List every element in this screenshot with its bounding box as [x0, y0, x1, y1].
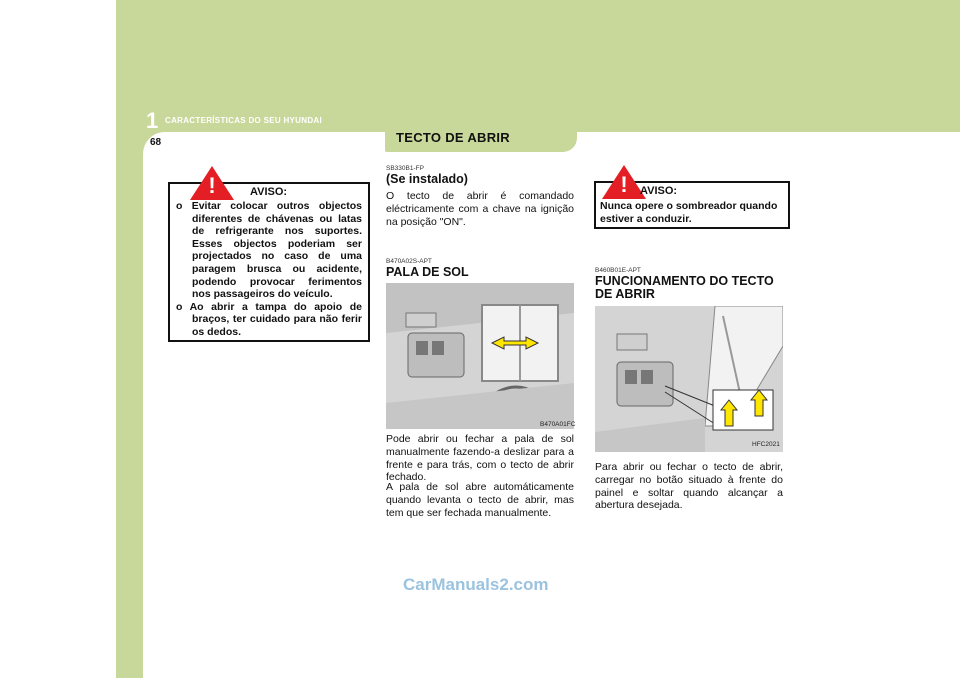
- text-sunshade-2: A pala de sol abre automáticamente quando levanta o tecto de abrir, mas tem que ser fechada manualmente.: [386, 481, 574, 519]
- left-warning-list: [176, 200, 362, 339]
- code-b460: B460B01E-APT: [595, 267, 641, 274]
- code-sb330: SB330B1-FP: [386, 165, 424, 172]
- figure-label-sunshade: B470A01FC: [540, 421, 576, 428]
- right-warning-title: AVISO:: [640, 185, 678, 197]
- list-item: o Evitar colocar outros objectos diferentes de chávenas ou latas de refrigerante nos suportes. Esses objectos poderiam ser projectados no caso de uma paragem brusca ou acidente, podendo provocar ferimentos nos passageiros do veículo.: [176, 200, 362, 301]
- left-warning-title: AVISO:: [250, 186, 288, 198]
- sunshade-image: [386, 283, 574, 429]
- watermark-logo: CarManuals2.com: [403, 575, 549, 594]
- text-sunshade-1: Pode abrir ou fechar a pala de sol manualmente fazendo-a deslizar para a frente e para trás, com o tecto de abrir fechado.: [386, 433, 574, 484]
- chapter-title: CARACTERÍSTICAS DO SEU HYUNDAI: [165, 116, 323, 125]
- right-warning-box: [594, 172, 790, 229]
- sunroof-image: [595, 306, 783, 452]
- sunshade-illustration: [386, 283, 574, 429]
- list-item: o Ao abrir a tampa do apoio de braços, ter cuidado para não ferir os dedos.: [176, 300, 362, 338]
- code-b470: B470A02S-APT: [386, 258, 432, 265]
- page-number: 68: [150, 137, 162, 148]
- chapter-number: 1: [146, 108, 159, 133]
- left-warning-box: [168, 173, 370, 342]
- sunroof-illustration: [595, 306, 783, 452]
- warning-icon: !: [190, 166, 234, 202]
- warning-icon: !: [602, 165, 646, 201]
- figure-label-sunroof: HFC2021: [752, 441, 780, 448]
- text-sunroof: Para abrir ou fechar o tecto de abrir, carregar no botão situado à frente do painel e soltar quando alcançar a abertura desejada.: [595, 461, 783, 512]
- heading-sunshade: PALA DE SOL: [386, 265, 469, 279]
- heading-installed: (Se instalado): [386, 172, 468, 186]
- section-title: TECTO DE ABRIR: [396, 130, 510, 145]
- right-warning-text: Nunca opere o sombreador quando estiver a conduzir.: [600, 200, 778, 226]
- text-installed: O tecto de abrir é comandado eléctricamente com a chave na ignição na posição "ON".: [386, 190, 574, 228]
- heading-sunroof-operation: FUNCIONAMENTO DO TECTO DE ABRIR: [595, 274, 774, 302]
